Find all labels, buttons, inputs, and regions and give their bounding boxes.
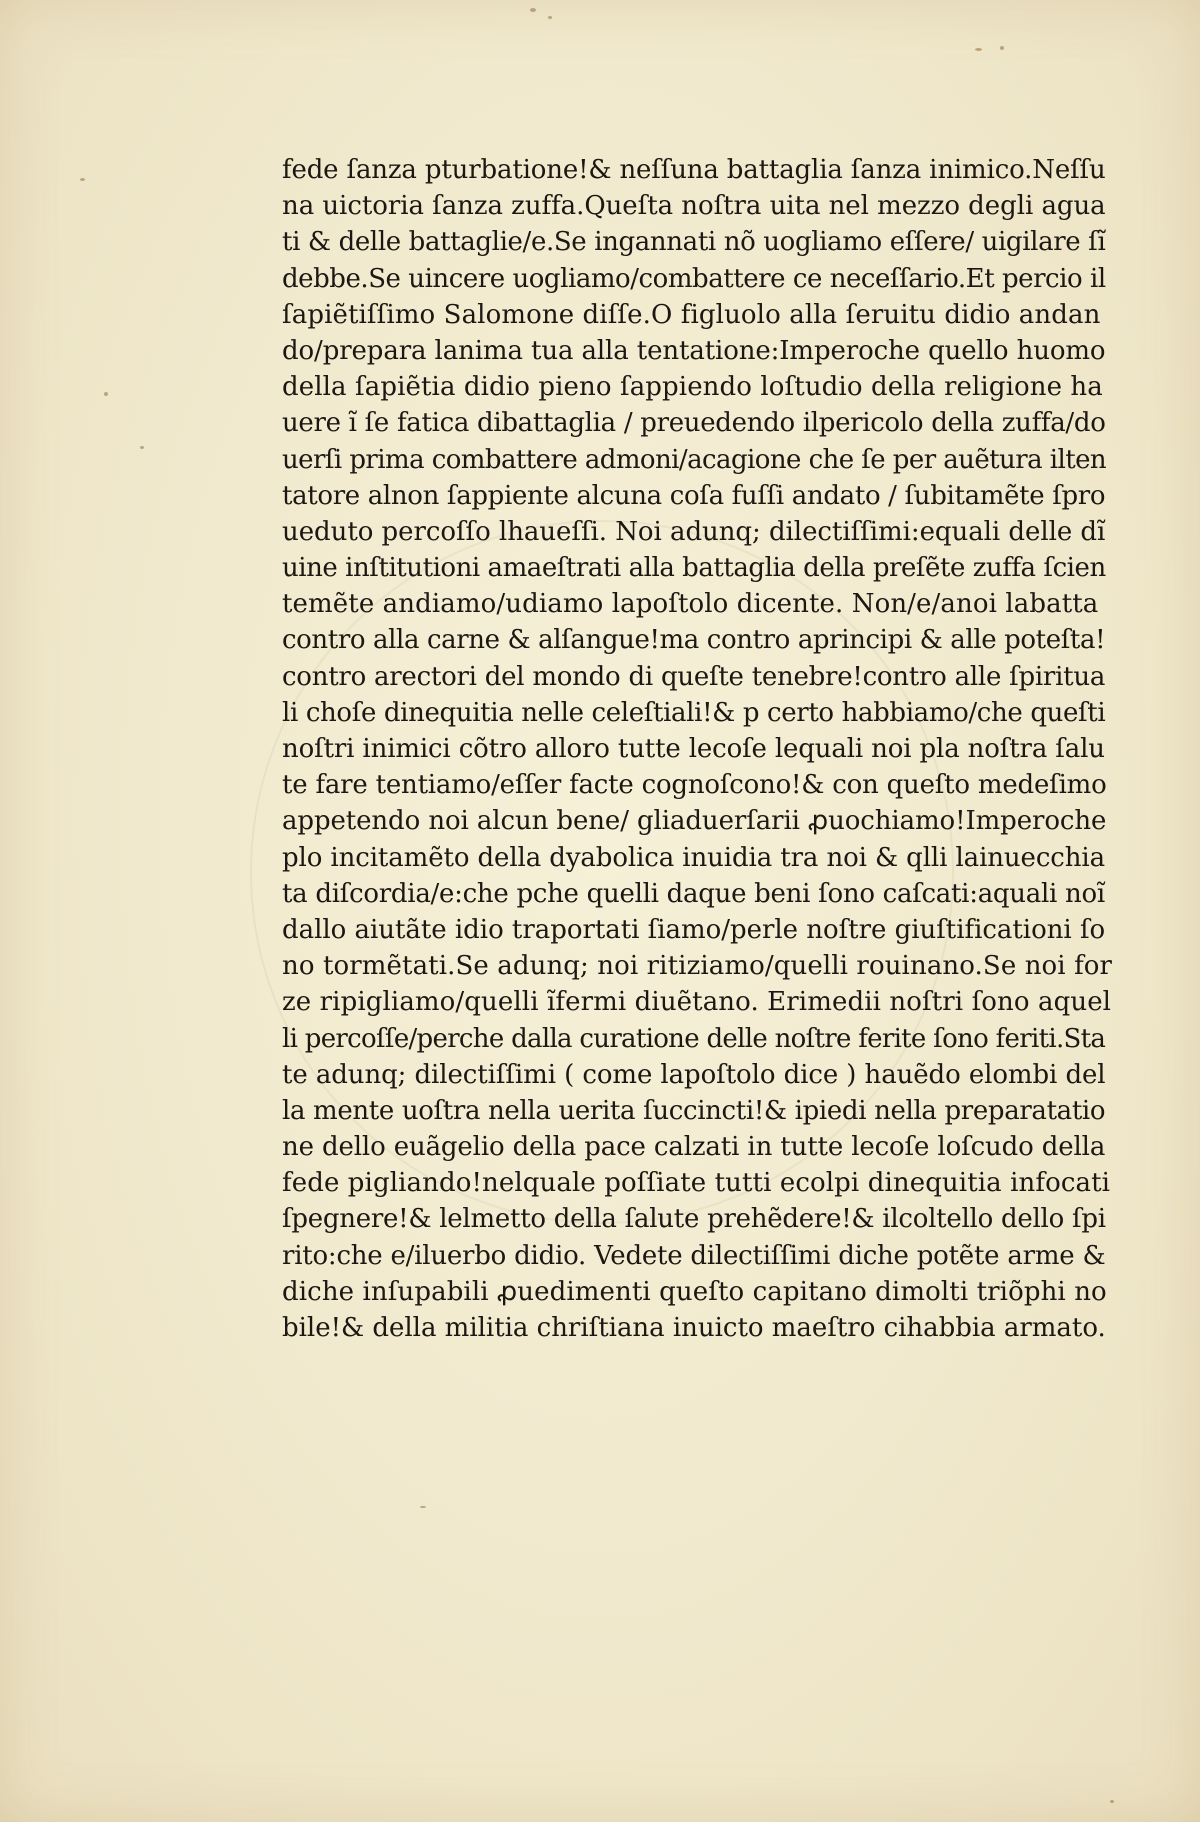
text-line: na uictoria ſanza zuffa.Queſta noſtra uita nel mezzo degli agua <box>282 191 1106 222</box>
text-line: della ſapiẽtia didio pieno ſappiendo loſtudio della religione ha <box>282 372 1103 403</box>
document-text <box>282 152 1112 1346</box>
paper-fleck <box>420 1506 426 1508</box>
text-line: contro alla carne & alſangue!ma contro aprincipi & alle poteſta! <box>282 625 1106 656</box>
paper-fleck <box>80 178 85 181</box>
paper-fleck <box>1110 1800 1114 1803</box>
text-line: diche inſupabili ꝓuedimenti queſto capitano dimolti triõphi no <box>282 1276 1107 1307</box>
text-line: la mente uoſtra nella uerita ſuccincti!& ipiedi nella preparatatio <box>282 1095 1106 1126</box>
paper-fleck <box>530 8 536 12</box>
text-line: dallo aiutãte idio traportati ſiamo/perle noſtre giuſtificationi ſo <box>282 914 1106 945</box>
text-line: temẽte andiamo/udiamo lapoſtolo dicente. Non/e/anoi labatta <box>282 589 1099 620</box>
text-line: ſapiẽtiſſimo Salomone diſſe.O figluolo alla ſeruitu didio andan <box>282 299 1101 330</box>
text-line: ne dello euãgelio della pace calzati in tutte lecoſe loſcudo della <box>282 1132 1106 1163</box>
text-line: te adunq; dilectiſſimi ( come lapoſtolo dice ) hauẽdo elombi del <box>282 1059 1106 1090</box>
text-line: li choſe dinequitia nelle celeſtiali!& p certo habbiamo/che queſti <box>282 697 1106 728</box>
text-line: plo incitamẽto della dyabolica inuidia tra noi & qlli lainuecchia <box>282 842 1105 873</box>
text-line: no tormẽtati.Se adunq; noi ritiziamo/quelli rouinano.Se noi for <box>282 951 1113 982</box>
text-line: te fare tentiamo/eſſer facte cognoſcono!& con queſto medeſimo <box>282 770 1107 801</box>
text-line: noſtri inimici cõtro alloro tutte lecoſe lequali noi pla noſtra ſalu <box>282 734 1105 764</box>
text-line: bile!& della militia chriſtiana inuicto maeſtro cihabbia armato. <box>282 1313 1106 1343</box>
text-line: appetendo noi alcun bene/ gliaduerſarii ꝓuochiamo!Imperoche <box>282 806 1107 837</box>
text-line: uerſi prima combattere admoni/acagione che ſe per auẽtura ilten <box>282 444 1107 475</box>
text-line: do/prepara lanima tua alla tentatione:Imperoche quello huomo <box>282 335 1106 366</box>
text-line: ti & delle battaglie/e.Se ingannati nõ uogliamo eſſere/ uigilare ſĩ <box>282 227 1106 258</box>
text-line: tatore alnon ſappiente alcuna coſa fuſſi andato / ſubitamẽte ſpro <box>282 480 1106 511</box>
paper-fleck <box>140 446 144 449</box>
paper-fleck <box>975 48 982 51</box>
text-line: ſpegnere!& lelmetto della ſalute prehẽdere!& ilcoltello dello ſpi <box>282 1204 1106 1235</box>
text-line: fede pigliando!nelquale poſſiate tutti ecolpi dinequitia infocati <box>282 1168 1111 1199</box>
text-line: ueduto percoſſo lhaueſſi. Noi adunq; dilectiſſimi:equali delle dĩ <box>282 516 1106 547</box>
paper-fleck <box>104 392 108 396</box>
paper-fleck <box>1000 46 1004 50</box>
text-line: ze ripigliamo/quelli ĩfermi diuẽtano. Erimedii noſtri ſono aquel <box>282 987 1112 1018</box>
text-line: rito:che e/iluerbo didio. Vedete dilectiſſimi diche potẽte arme & <box>282 1240 1106 1271</box>
text-line: li percoſſe/perche dalla curatione delle noſtre ferite ſono feriti.Sta <box>282 1023 1106 1054</box>
text-line: fede ſanza pturbatione!& neſſuna battaglia ſanza inimico.Neſſu <box>282 155 1106 185</box>
text-line: uine inſtitutioni amaeſtrati alla battaglia della preſẽte zuffa ſcien <box>282 553 1106 584</box>
text-line: contro arectori del mondo di queſte tenebre!contro alle ſpiritua <box>282 661 1106 692</box>
text-line: debbe.Se uincere uogliamo/combattere ce neceſſario.Et percio il <box>282 263 1106 294</box>
paper-fleck <box>548 16 552 19</box>
text-line: uere ĩ ſe fatica dibattaglia / preuedendo ilpericolo della zuffa/do <box>282 408 1106 439</box>
text-line: ta diſcordia/e:che pche quelli daque beni ſono caſcati:aquali noĩ <box>282 878 1105 909</box>
